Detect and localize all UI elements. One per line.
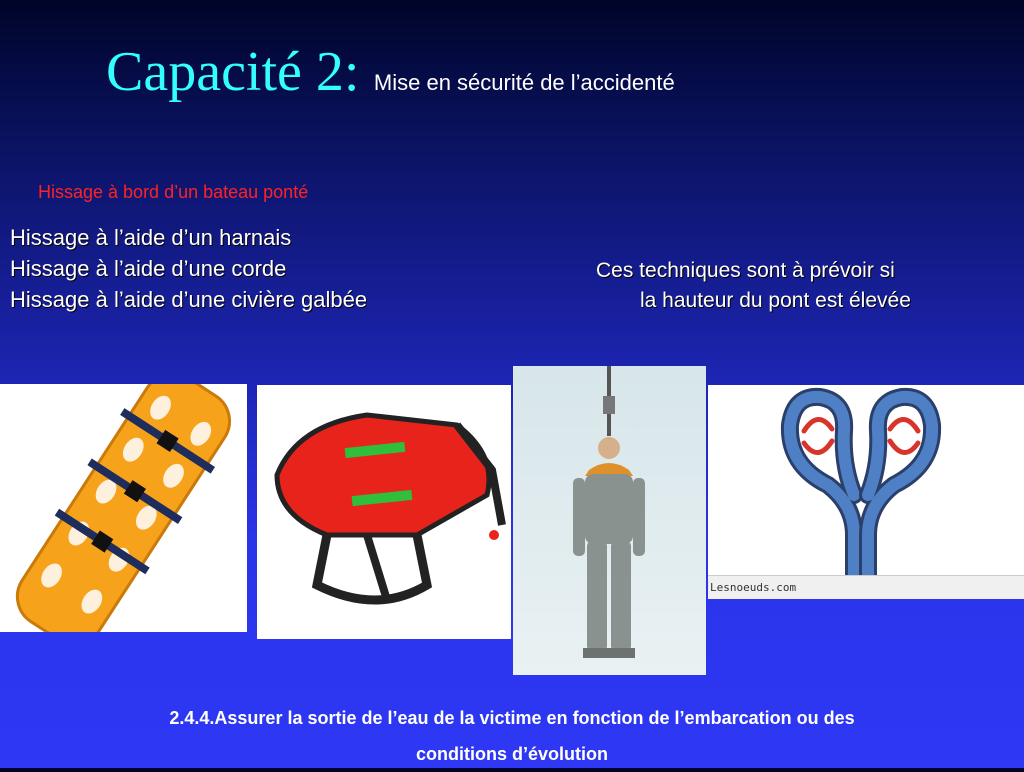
stretcher-illustration xyxy=(0,384,247,632)
hoisted-person-illustration xyxy=(513,366,706,675)
list-item: Hissage à l’aide d’une civière galbée xyxy=(10,287,368,312)
harness-illustration xyxy=(257,385,511,639)
footer-line: conditions d’évolution xyxy=(416,744,608,764)
knot-diagram-image xyxy=(708,385,1024,599)
list-item: Hissage à l’aide d’une corde xyxy=(10,256,287,281)
list-item: Hissage à l’aide d’un harnais xyxy=(10,225,292,250)
slide-title xyxy=(106,40,675,104)
title-subtitle: Mise en sécurité de l’accidenté xyxy=(373,70,675,95)
hoisting-methods-list xyxy=(10,222,367,315)
hoisted-person-image xyxy=(513,366,706,675)
knot-caption-bar xyxy=(708,575,1024,599)
deck-height-note xyxy=(596,256,976,316)
note-line: Ces techniques sont à prévoir si xyxy=(596,259,895,282)
harness-image xyxy=(257,385,511,639)
note-line: la hauteur du pont est élevée xyxy=(640,289,911,312)
title-main: Capacité 2: xyxy=(106,41,360,103)
knot-illustration xyxy=(708,385,1024,575)
knot-caption: Lesnoeuds.com xyxy=(710,581,797,594)
footer-text xyxy=(40,700,984,772)
footer-line: 2.4.4.Assurer la sortie de l’eau de la victime en fonction de l’embarcation ou des xyxy=(169,708,855,728)
stretcher-image xyxy=(0,384,247,632)
red-heading: Hissage à bord d’un bateau ponté xyxy=(38,182,309,202)
